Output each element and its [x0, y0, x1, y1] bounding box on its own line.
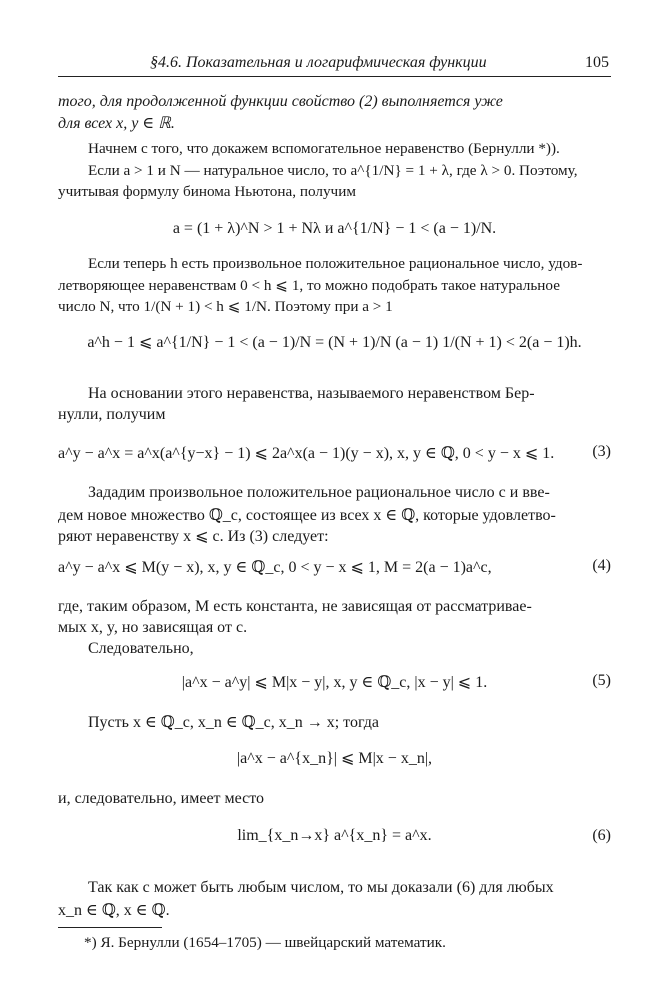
text-line-8: число N, что 1/(N + 1) < h ⩽ 1/N. Поэтому при a > 1: [58, 298, 393, 315]
text-line-4: Если a > 1 и N — натуральное число, то a^{1/N} = 1 + λ, где λ > 0. Поэтому,: [88, 162, 578, 179]
equation-number-5: (5): [592, 672, 611, 689]
text-line-10: нулли, получим: [58, 406, 166, 423]
text-line-6: Если теперь h есть произвольное положительное рациональное число, удов-: [88, 255, 583, 272]
equation-number-3: (3): [592, 443, 611, 460]
text-line-7: летворяющее неравенствам 0 < h ⩽ 1, то можно подобрать такое натуральное: [58, 277, 560, 294]
text-line-2: для всех x, y ∈ ℝ.: [58, 115, 175, 132]
text-line-19: Так как c может быть любым числом, то мы доказали (6) для любых: [88, 879, 554, 896]
text-line-16: Следовательно,: [88, 640, 194, 657]
equation-3: a^y − a^x = a^x(a^{y−x} − 1) ⩽ 2a^x(a − 1)(y − x), x, y ∈ ℚ, 0 < y − x ⩽ 1. (3): [58, 443, 611, 462]
text-line-15: мых x, y, но зависящая от c.: [58, 619, 248, 636]
text-line-12: дем новое множество ℚ_c, состоящее из всех x ∈ ℚ, которые удовлетво-: [58, 507, 556, 524]
text-line-18: и, следовательно, имеет место: [58, 790, 265, 807]
running-header: [58, 52, 611, 77]
page-number: 105: [585, 54, 609, 71]
equation-4: a^y − a^x ⩽ M(y − x), x, y ∈ ℚ_c, 0 < y − x ⩽ 1, M = 2(a − 1)a^c, (4): [58, 557, 611, 576]
text-line-14: где, таким образом, M есть константа, не зависящая от рассматривае-: [58, 598, 532, 615]
text-line-20: x_n ∈ ℚ, x ∈ ℚ.: [58, 902, 170, 919]
equation-5: |a^x − a^y| ⩽ M|x − y|, x, y ∈ ℚ_c, |x − y| ⩽ 1. (5): [181, 672, 611, 691]
equation-number-4: (4): [592, 557, 611, 574]
text-line-13: ряют неравенству x ⩽ c. Из (3) следует:: [58, 528, 329, 545]
text-line-17: Пусть x ∈ ℚ_c, x_n ∈ ℚ_c, x_n → x; тогда: [88, 714, 379, 731]
equation-6: lim_{x_n→x} a^{x_n} = a^x. (6): [237, 827, 611, 844]
equation-lipschitz: |a^x − a^{x_n}| ⩽ M|x − x_n|,: [236, 750, 433, 767]
text-line-11: Зададим произвольное положительное рациональное число c и вве-: [88, 484, 550, 501]
equation-number-6: (6): [592, 827, 611, 844]
text-line-9: На основании этого неравенства, называемого неравенством Бер-: [88, 385, 535, 402]
footnote-rule: [58, 927, 162, 928]
equation-binomial: a = (1 + λ)^N > 1 + Nλ и a^{1/N} − 1 < (a − 1)/N.: [172, 220, 497, 237]
text-line-5: учитывая формулу бинома Ньютона, получим: [58, 183, 356, 200]
text-line-3: Начнем с того, что докажем вспомогательное неравенство (Бернулли *)).: [88, 140, 560, 157]
equation-bernoulli-chain: a^h − 1 ⩽ a^{1/N} − 1 < (a − 1)/N = (N + 1)/N (a − 1) 1/(N + 1) < 2(a − 1)h.: [87, 334, 582, 351]
section-title: §4.6. Показательная и логарифмическая функции: [150, 54, 487, 71]
footnote: *) Я. Бернулли (1654–1705) — швейцарский математик.: [84, 934, 446, 951]
text-line-1: того, для продолженной функции свойство (2) выполняется уже: [58, 93, 503, 110]
